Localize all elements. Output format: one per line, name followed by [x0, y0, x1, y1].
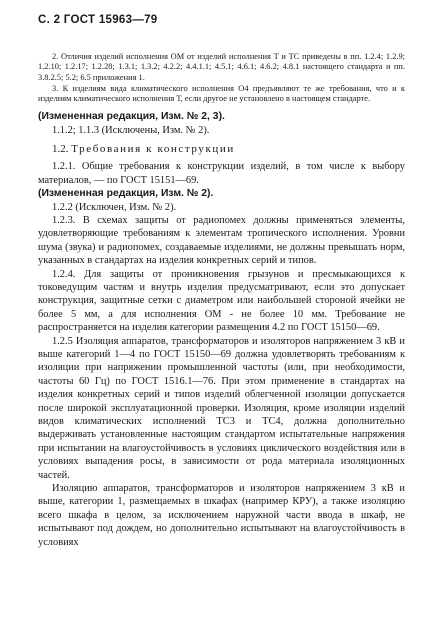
item-1-2-2: 1.2.2 (Исключен, Изм. № 2).	[52, 201, 177, 213]
item-1-1-2: 1.1.2; 1.1.3 (Исключены, Изм. № 2).	[52, 124, 210, 136]
paragraph-1-2-1: 1.2.1. Общие требования к конструкции изделий, в том числе к выбору материалов, — по ГОСТ 15151—69.	[38, 161, 405, 186]
note-2: 2. Отличия изделий исполнения ОМ от изделий исполнения Т и ТС приведены в пп. 1.2.4; 1.2.9; 1.2.10; 1.2.17; 1.2.28; 1.3.1; 1.3.2; 4.2.2; 4.4.1.1; 4.5.1; 4.6.1; 4.6.2; 4.8.1 настоящего стандарта и пп. 3.8.2.5; 5.2; 6.5 приложения 1.	[38, 52, 405, 82]
section-title: Требования к конструкции	[71, 143, 235, 156]
page-header: С. 2 ГОСТ 15963—79	[38, 14, 158, 26]
amendment-note-1: (Измененная редакция, Изм. № 2, 3).	[38, 111, 225, 123]
section-number: 1.2.	[52, 143, 69, 156]
paragraph-1-2-5: 1.2.5 Изоляция аппаратов, трансформаторов и изоляторов напряжением 3 кВ и выше категорий 1—4 по ГОСТ 15150—69 должна удовлетворять требованиям к изоляции при напряжении промышленной частоты (или, при необходимости, частоты 60 Гц) по ГОСТ 1516.1—76. При этом применение в стандартах на изделия конкретных серий и типов изделий облегченной изоляции допускается после широкой эксплуатационной проверки. Изоляция, кроме изоляции изделий видов климатических исполнений ТС3 и ТС4, должна дополнительно выдерживать установленные настоящим стандартом испытательные напряжения при испытании на влагоустойчивость в условиях циклического воздействия или в условиях выпадения росы, в зависимости от рода материала изоляционных частей.	[38, 335, 405, 481]
paragraph-1-2-3: 1.2.3. В схемах защиты от радиопомех должны применяться элементы, удовлетворяющие требованиям к элементам тропического исполнения. Уровни шума (звука) и радиопомех, создаваемые изделиями, не должны превышать норм, указанных в стандартах на изделия конкретных серий и типов.	[38, 214, 405, 267]
amendment-note-2: (Измененная редакция, Изм. № 2).	[38, 188, 214, 200]
note-3: 3. К изделиям вида климатического исполнения О4 предъявляют те же требования, что и к изделиям климатического исполнения Т, если другое не установлено в настоящем стандарте.	[38, 83, 405, 104]
paragraph-1-2-5-cont: Изоляцию аппаратов, трансформаторов и изоляторов напряжением 3 кВ и выше, категории 1, размещаемых в шкафах (например КРУ), а также изоляцию всего шкафа в целом, за исключением наружной части ввода в шкаф, не испытывают под дождем, но дополнительно испытывают на влагоустойчивость в условиях	[38, 483, 405, 548]
section-heading	[38, 142, 405, 156]
paragraph-1-2-4: 1.2.4. Для защиты от проникновения грызунов и пресмыкающихся к токоведущим частям и внутрь изделия предусматривают, если это допускает конструкция, защитные сетки с диаметром или наибольшей стороной ячейки не более 5 мм, а для исполнения ОМ - не более 10 мм. Требование не распространяется на изделия категории размещения 4.2 по ГОСТ 15150—69.	[38, 268, 405, 334]
